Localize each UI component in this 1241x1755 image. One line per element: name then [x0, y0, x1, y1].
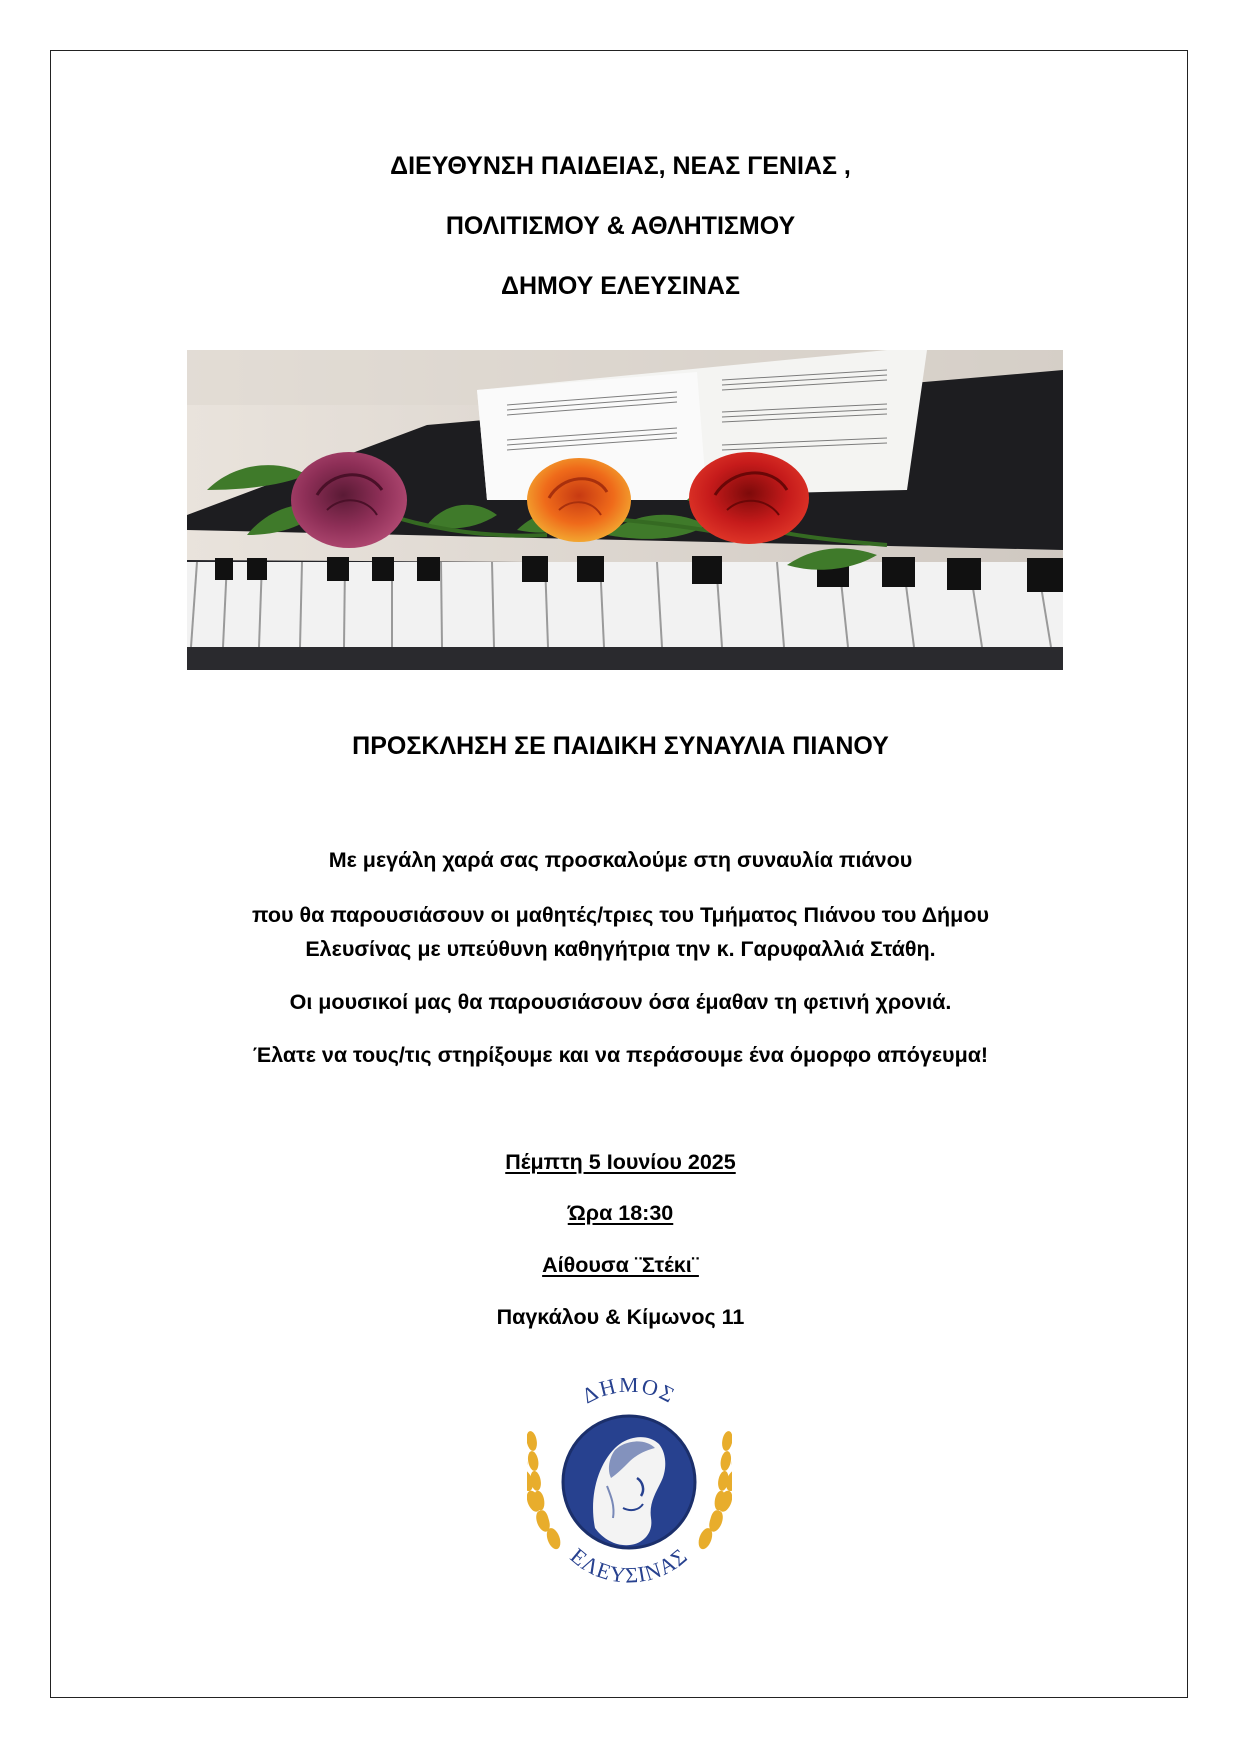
event-address: Παγκάλου & Κίμωνος 11 [496, 1305, 745, 1329]
invitation-title: ΠΡΟΣΚΛΗΣΗ ΣΕ ΠΑΙΔΙΚΗ ΣΥΝΑΥΛΙΑ ΠΙΑΝΟΥ [352, 732, 889, 760]
header-line-1: ΔΙΕΥΘΥΝΣΗ ΠΑΙΔΕΙΑΣ, ΝΕΑΣ ΓΕΝΙΑΣ , [390, 152, 851, 180]
piano-keys [187, 556, 1063, 670]
event-time: Ώρα 18:30 [567, 1201, 674, 1225]
logo-bottom-text: ΕΛΕΥΣΙΝΑΣ [565, 1542, 693, 1583]
header-line-3: ΔΗΜΟΥ ΕΛΕΥΣΙΝΑΣ [501, 272, 740, 300]
piano-roses-photo [187, 350, 1063, 670]
message-line-2: που θα παρουσιάσουν οι μαθητές/τριες του Τμήματος Πιάνου του Δήμου [252, 903, 989, 927]
event-venue: Αίθουσα ¨Στέκι¨ [542, 1253, 699, 1277]
message-line-4: Οι μουσικοί μας θα παρουσιάσουν όσα έμαθαν τη φετινή χρονιά. [289, 990, 952, 1014]
header-line-2: ΠΟΛΙΤΙΣΜΟΥ & ΑΘΛΗΤΙΣΜΟΥ [445, 212, 796, 240]
message-line-3: Ελευσίνας με υπεύθυνη καθηγήτρια την κ. Γαρυφαλλιά Στάθη. [305, 937, 936, 961]
event-date: Πέμπτη 5 Ιουνίου 2025 [505, 1150, 736, 1174]
message-line-1: Με μεγάλη χαρά σας προσκαλούμε στη συναυλία πιάνου [328, 848, 913, 872]
message-line-5: Έλατε να τους/τις στηρίξουμε και να περάσουμε ένα όμορφο απόγευμα! [252, 1043, 989, 1067]
logo-top-text: ΔΗΜΟΣ [578, 1378, 681, 1409]
municipality-logo [527, 1378, 732, 1583]
